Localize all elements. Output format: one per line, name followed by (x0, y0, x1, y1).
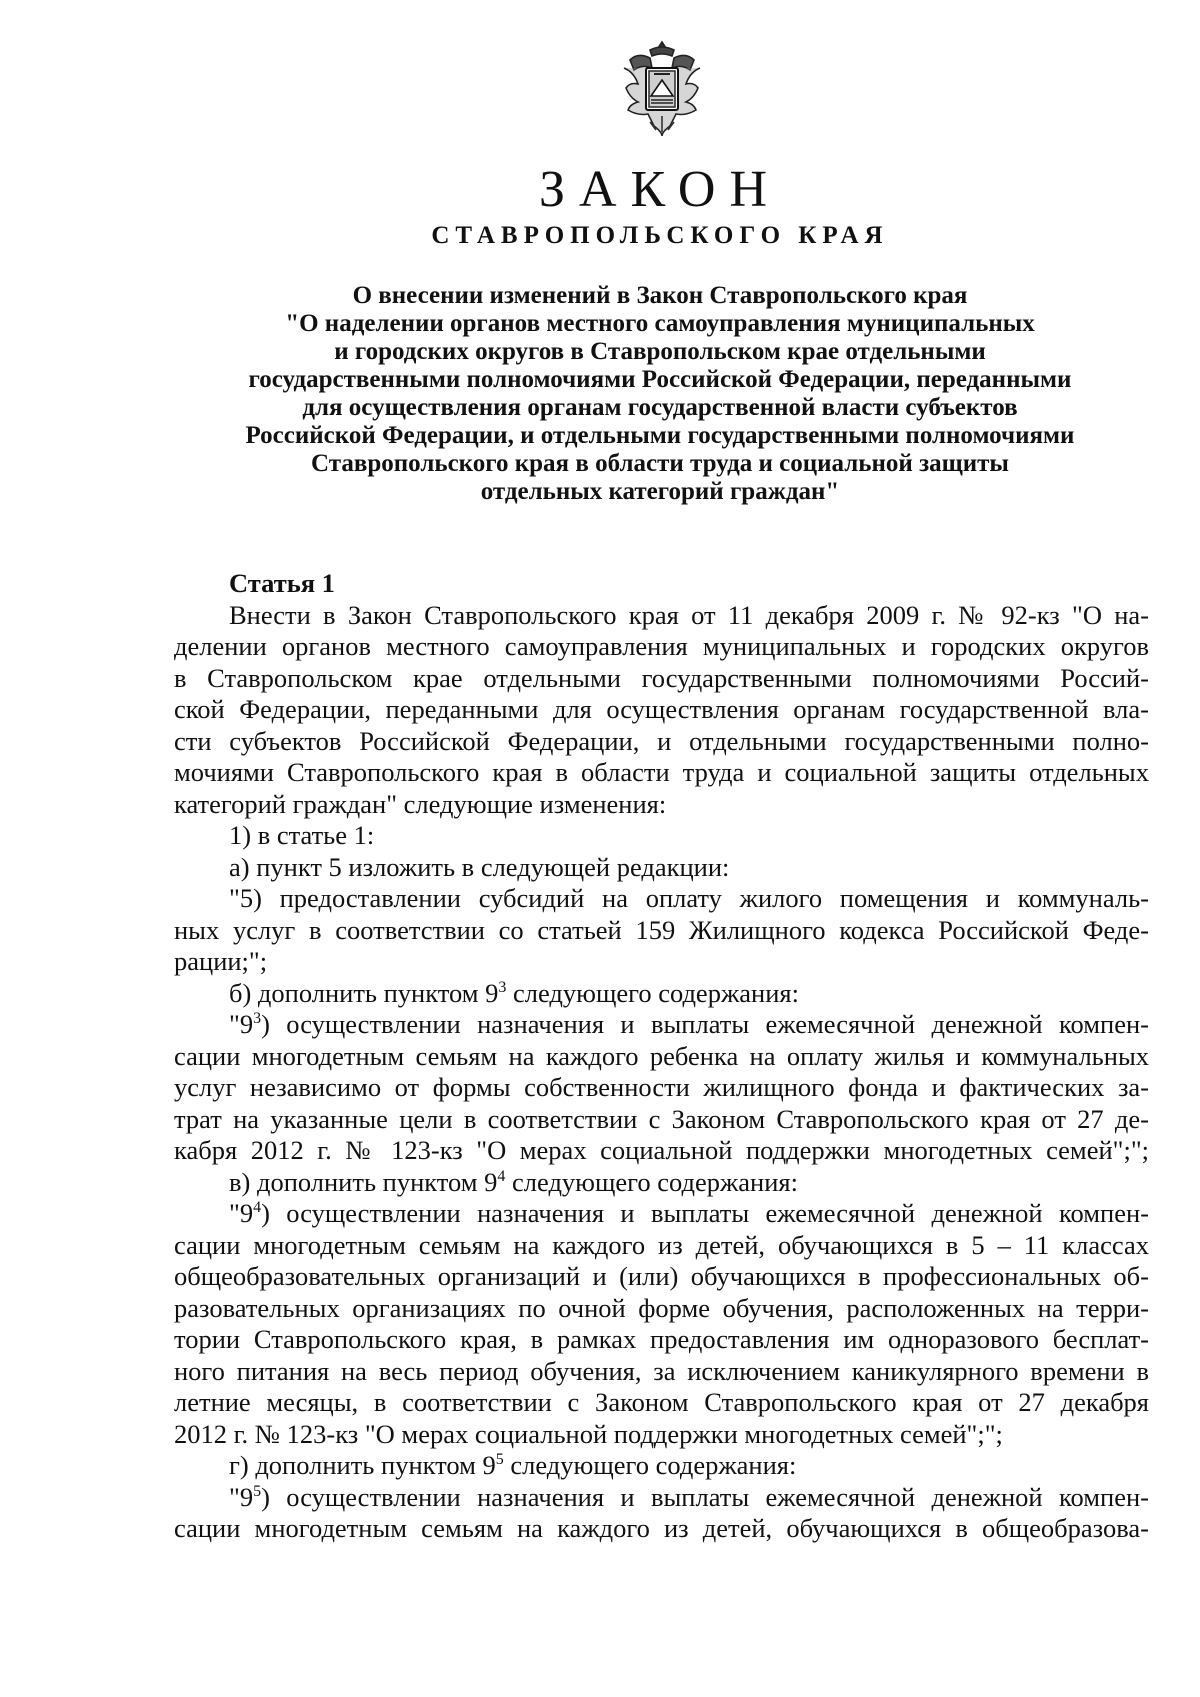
line-text: в Ставропольском крае отдельными государственными полномочиями Россий- (174, 662, 1149, 693)
superscript: 3 (253, 1010, 262, 1027)
line-text-continued: ) осуществлении назначения и выплаты ежемесячной денежной компен- (261, 1009, 1149, 1039)
line-text: 1) в статье 1: (229, 820, 375, 850)
line-text: в) дополнить пунктом 9 (229, 1166, 498, 1197)
text-line (174, 946, 1149, 978)
text-line (174, 1167, 1149, 1199)
line-text: услуг независимо от формы собственности жилищного фонда и фактических за- (174, 1072, 1149, 1102)
text-line (174, 694, 1149, 726)
coat-of-arms-emblem (620, 38, 704, 138)
superscript: 4 (253, 1199, 262, 1216)
title-line: государственными полномочиями Российской Федерации, переданными (248, 366, 1072, 393)
title-line: Российской Федерации, и отдельными государственными полномочиями (245, 422, 1075, 449)
text-line (174, 757, 1149, 789)
text-line (174, 1293, 1149, 1325)
text-line (174, 1419, 1149, 1451)
title-line: отдельных категорий граждан" (480, 478, 840, 505)
text-line (174, 1261, 1149, 1293)
text-line (174, 978, 1149, 1010)
line-text: Внести в Закон Ставропольского края от 11 декабря 2009 г. № 92-кз "О на- (229, 599, 1149, 630)
line-text: б) дополнить пунктом 9 (229, 977, 499, 1008)
superscript: 3 (498, 978, 507, 996)
line-text: категорий граждан" следующие изменения: (174, 788, 667, 819)
text-line (174, 1198, 1149, 1230)
line-text-continued: следующего содержания: (505, 1166, 798, 1197)
line-text: разовательных организациях по очной форме обучения, расположенных на терри- (174, 1292, 1149, 1323)
text-line (174, 1482, 1149, 1514)
document-title (175, 282, 1145, 506)
text-line (174, 1324, 1149, 1356)
region-heading: СТАВРОПОЛЬСКОГО КРАЯ (431, 222, 889, 249)
text-line (174, 600, 1149, 632)
line-text: рации;"; (174, 946, 268, 976)
line-text: тории Ставропольского края, в рамках предоставления им одноразового бесплат- (174, 1324, 1149, 1354)
text-line (174, 1513, 1149, 1545)
line-text-continued: следующего содержания: (503, 1450, 797, 1480)
text-line (174, 1104, 1149, 1136)
text-line (174, 1072, 1149, 1104)
text-line (174, 663, 1149, 695)
title-line: "О наделении органов местного самоуправления муниципальных (285, 310, 1035, 337)
title-line: О внесении изменений в Закон Ставропольского края (352, 282, 968, 309)
superscript: 5 (495, 1451, 504, 1468)
line-text: ных услуг в соответствии со статьей 159 Жилищного кодекса Российской Феде- (174, 914, 1149, 945)
line-text: общеобразовательных организаций и (или) обучающихся в профессиональных об- (174, 1261, 1149, 1291)
line-text: летние месяцы, в соответствии с Законом Ставропольского края от 27 декабря (174, 1387, 1149, 1417)
line-text-continued: ) осуществлении назначения и выплаты ежемесячной денежной компен- (261, 1481, 1149, 1512)
article-heading: Статья 1 (229, 568, 335, 598)
text-line (174, 852, 1149, 884)
line-text: ской Федерации, переданными для осуществления органам государственной вла- (174, 694, 1149, 724)
text-line (174, 1387, 1149, 1419)
text-line (174, 1356, 1149, 1388)
line-text: 2012 г. № 123-кз "О мерах социальной поддержки многодетных семей";"; (174, 1418, 1003, 1449)
line-text: "9 (229, 1481, 254, 1512)
text-line (174, 883, 1149, 915)
text-line (174, 726, 1149, 758)
law-type-heading: ЗАКОН (538, 161, 782, 218)
text-line (174, 789, 1149, 821)
line-text: "9 (229, 1198, 254, 1228)
title-line: Ставропольского края в области труда и социальной защиты (311, 450, 1009, 477)
superscript: 4 (497, 1167, 506, 1185)
line-text: сации многодетным семьям на каждого ребенка на оплату жилья и коммунальных (174, 1040, 1149, 1071)
text-line (174, 1135, 1149, 1167)
text-line (174, 820, 1149, 852)
line-text: делении органов местного самоуправления муниципальных и городских округов (174, 631, 1149, 661)
line-text: "5) предоставлении субсидий на оплату жилого помещения и коммуналь- (229, 883, 1149, 913)
line-text: сации многодетным семьям на каждого из детей, обучающихся в общеобразова- (174, 1513, 1149, 1543)
line-text: кабря 2012 г. № 123-кз "О мерах социальной поддержки многодетных семей";"; (174, 1135, 1149, 1165)
text-line (174, 1009, 1149, 1041)
line-text: ного питания на весь период обучения, за исключением каникулярного времени в (174, 1355, 1149, 1386)
text-line (174, 1041, 1149, 1073)
line-text: сации многодетным семьям на каждого из детей, обучающихся в 5 – 11 классах (174, 1229, 1149, 1260)
line-text: трат на указанные цели в соответствии с Законом Ставропольского края от 27 де- (174, 1103, 1149, 1134)
article-body (174, 568, 1149, 1545)
line-text: г) дополнить пунктом 9 (229, 1450, 496, 1480)
text-line (174, 631, 1149, 663)
line-text: "9 (229, 1009, 254, 1039)
line-text: сти субъектов Российской Федерации, и отдельными государственными полно- (174, 725, 1149, 756)
line-text: а) пункт 5 изложить в следующей редакции: (229, 851, 730, 882)
article-text (174, 600, 1149, 1545)
text-line (174, 1230, 1149, 1262)
line-text-continued: ) осуществлении назначения и выплаты ежемесячной денежной компен- (261, 1198, 1149, 1228)
title-line: для осуществления органам государственной власти субъектов (302, 394, 1018, 421)
line-text: мочиями Ставропольского края в области труда и социальной защиты отдельных (174, 757, 1149, 787)
line-text-continued: следующего содержания: (506, 977, 799, 1008)
text-line (174, 915, 1149, 947)
superscript: 5 (253, 1482, 262, 1500)
text-line (174, 1450, 1149, 1482)
title-line: и городских округов в Ставропольском крае отдельными (334, 338, 986, 365)
